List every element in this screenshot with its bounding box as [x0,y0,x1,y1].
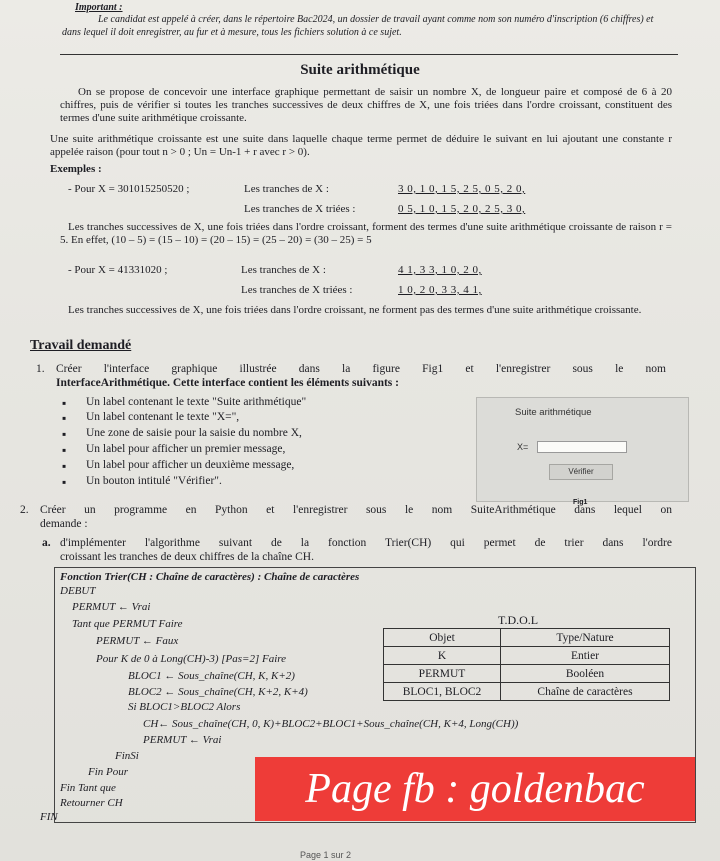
fig1-x-label: X= [517,442,529,452]
example2-slices-label: Les tranches de X : [241,264,326,276]
q1-bullet: ▪ Un label pour afficher un premier message, [86,443,285,455]
tdol-cell: Entier [501,647,670,665]
important-text: Le candidat est appelé à créer, dans le répertoire Bac2024, un dossier de travail ayant comme nom son numéro d'inscription (6 chiffres) et dans lequel il doit enregistrer, au fur et à mesure, tous les fichiers solution à ce sujet. [62,14,654,38]
algo-line: FinSi [115,750,139,762]
tdol-cell: BLOC1, BLOC2 [384,683,501,701]
tdol-title: T.D.O.L [498,613,539,627]
examples-label: Exemples : [50,163,102,175]
example1-slices-label: Les tranches de X : [244,183,329,195]
tdol-cell: Chaîne de caractères [501,683,670,701]
algo-line: PERMUT ← Faux [96,635,179,647]
header-divider [60,54,678,55]
fig1-x-input[interactable] [537,441,627,453]
example2-sorted: 1 0, 2 0, 3 3, 4 1, [398,284,482,296]
algo-line: Si BLOC1>BLOC2 Alors [128,701,241,713]
exercise-title: Suite arithmétique [300,62,420,78]
watermark-banner [255,757,695,821]
example1-sorted-label: Les tranches de X triées : [244,203,356,215]
example2-slices: 4 1, 3 3, 1 0, 2 0, [398,264,482,276]
fig1-title-label: Suite arithmétique [515,407,592,418]
algo-line: Fin Tant que [60,782,116,794]
tdol-header-object: Objet [384,629,501,647]
example2-label: - Pour X = 41331020 ; [68,264,168,276]
algo-line: PERMUT ← Vrai [143,734,222,746]
algo-line: PERMUT ← Vrai [72,601,151,613]
example1-label: - Pour X = 301015250520 ; [68,183,190,195]
algo-line: Tant que PERMUT Faire [72,618,183,630]
tdol-header-type: Type/Nature [501,629,670,647]
tdol-cell: Booléen [501,665,670,683]
example1-conclusion: Les tranches successives de X, une fois triées dans l'ordre croissant, forment des termes d'une suite arithmétique croissante de raison r = 5. En effet, (10 – 5) = (15 – 10) = (20 – 15) = (25 – 20) = (30 – 25) = 5 [60,221,672,246]
watermark-text: Page fb : goldenbac [305,766,645,812]
q1-line2: InterfaceArithmétique. Cette interface contient les éléments suivants : [56,377,399,389]
q1-bullet: ▪ Un bouton intitulé "Vérifier". [86,475,222,487]
table-row [384,665,670,683]
q1-bullet: ▪ Un label contenant le texte "Suite arithmétique" [86,396,306,408]
fig1-caption: Fig1 [573,499,588,506]
q2a-line1: d'implémenter l'algorithme suivant de la fonction Trier(CH) qui permet de trier dans l'ordre [60,537,672,549]
q1-line1: Créer l'interface graphique illustrée dans la figure Fig1 et l'enregistrer sous le nom [56,363,666,375]
q2-line2: demande : [40,518,88,530]
algo-line: Pour K de 0 à Long(CH)-3) [Pas=2] Faire [96,653,287,665]
algo-line: Retourner CH [60,797,123,809]
example1-sorted: 0 5, 1 0, 1 5, 2 0, 2 5, 3 0, [398,203,526,215]
algo-line: CH← Sous_chaîne(CH, 0, K)+BLOC2+BLOC1+Sous_chaîne(CH, K+4, Long(CH)) [143,718,519,730]
algo-line: Fonction Trier(CH : Chaîne de caractères) : Chaîne de caractères [60,571,360,583]
q1-number: 1. [36,363,45,375]
algo-line: DEBUT [60,585,96,597]
tdol-table [383,628,670,701]
q2a-label: a. [42,537,51,549]
table-row [384,683,670,701]
q2a-line2: croissant les tranches de deux chiffres de la chaîne CH. [60,551,314,563]
table-row [384,629,670,647]
table-row [384,647,670,665]
work-required-heading: Travail demandé [30,338,132,353]
tdol-cell: PERMUT [384,665,501,683]
algo-line: FIN [40,811,58,823]
q2-line1: Créer un programme en Python et l'enregistrer sous le nom SuiteArithmétique dans lequel on [40,504,672,516]
intro-paragraph: On se propose de concevoir une interface graphique permettant de saisir un nombre X, de longueur paire et composé de 6 à 20 chiffres, puis de vérifier si toutes les tranches successives de deux chiffres de X, une fois triées dans l'ordre croissant, constituent des termes d'une suite arithmétique croissante. [60,86,672,124]
definition-paragraph: Une suite arithmétique croissante est une suite dans laquelle chaque terme permet de déduire le suivant en lui ajoutant une constante r appelée raison (pour tout n > 0 ; Un = Un-1 + r avec r > 0). [50,133,672,158]
example2-conclusion: Les tranches successives de X, une fois triées dans l'ordre croissant, ne forment pas des termes d'une suite arithmétique croissante. [68,304,642,316]
example2-sorted-label: Les tranches de X triées : [241,284,353,296]
important-heading: Important : [75,2,123,13]
q1-bullet: ▪ Un label contenant le texte "X=", [86,411,239,423]
fig1-interface [476,397,689,502]
page-footer: Page 1 sur 2 [300,850,352,860]
tdol-cell: K [384,647,501,665]
algo-line: Fin Pour [88,766,129,778]
example1-slices: 3 0, 1 0, 1 5, 2 5, 0 5, 2 0, [398,183,526,195]
q1-bullet: ▪ Une zone de saisie pour la saisie du nombre X, [86,427,302,439]
q2-number: 2. [20,504,29,516]
fig1-verify-button[interactable]: Vérifier [549,464,613,480]
q1-bullet: ▪ Un label pour afficher un deuxième message, [86,459,294,471]
algo-line: BLOC1 ← Sous_chaîne(CH, K, K+2) [128,670,295,682]
algo-line: BLOC2 ← Sous_chaîne(CH, K+2, K+4) [128,686,308,698]
